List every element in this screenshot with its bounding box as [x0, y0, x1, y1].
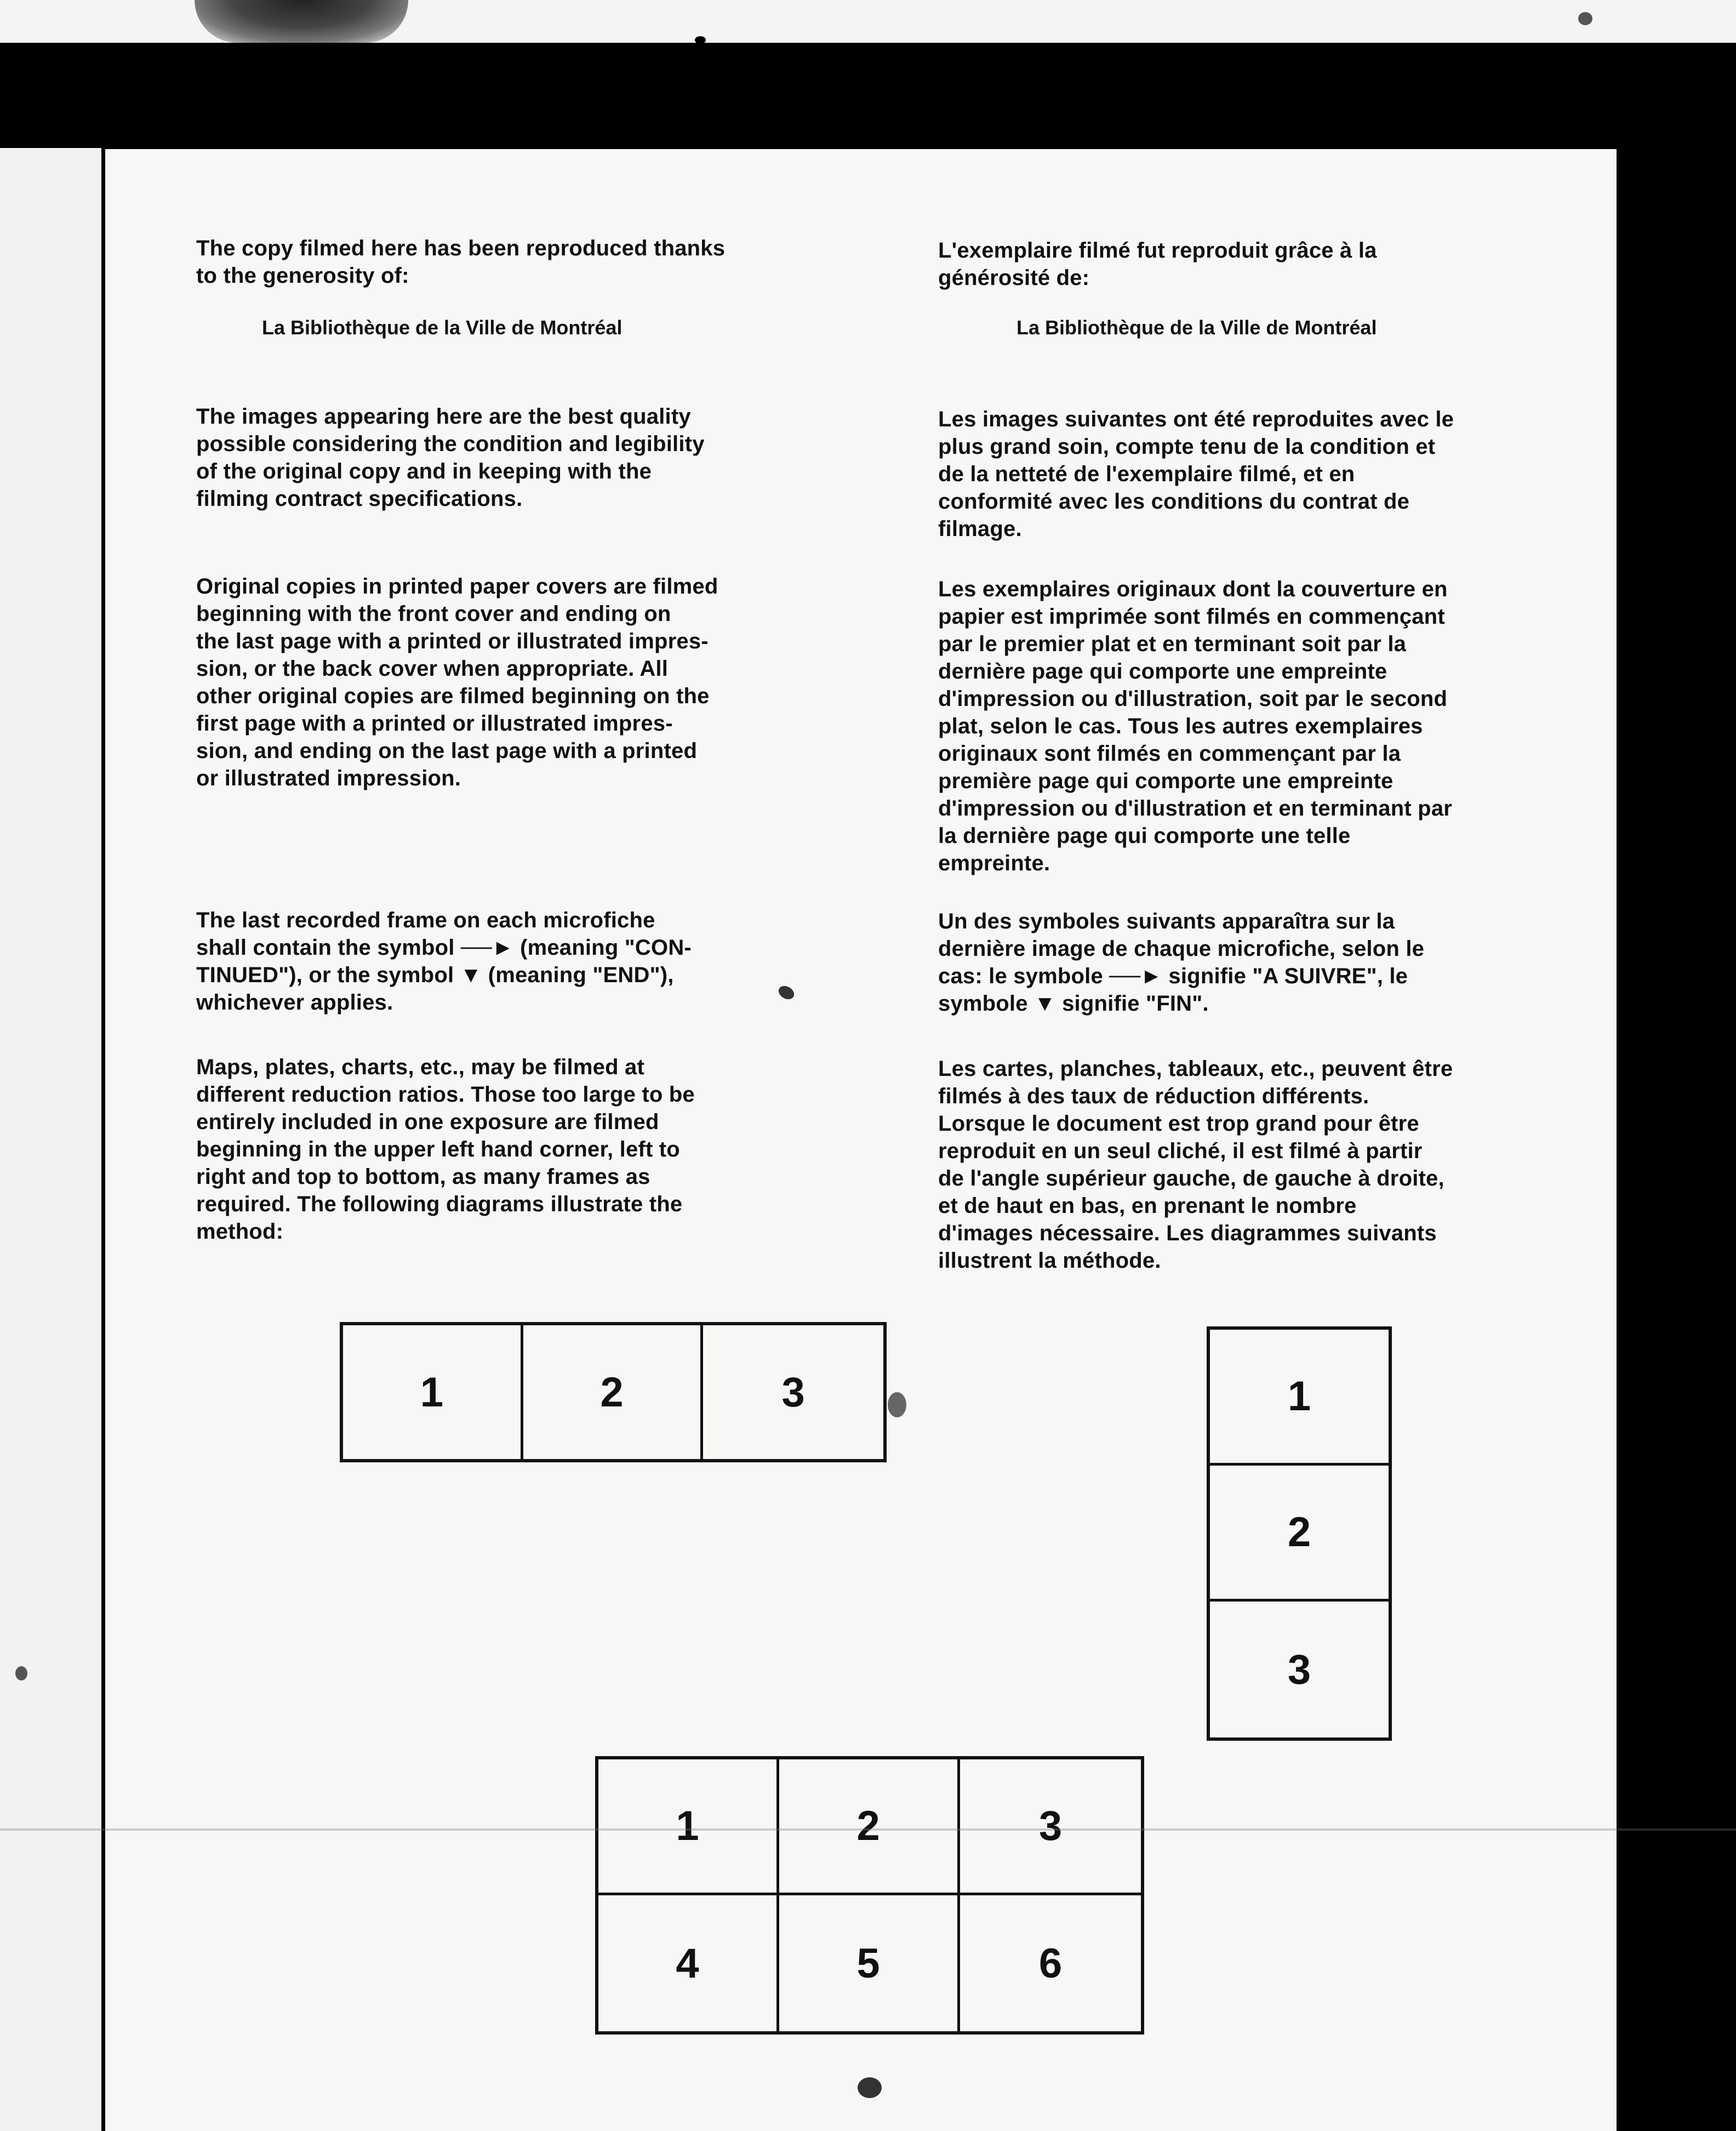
french-symbols-paragraph: Un des symboles suivants apparaîtra sur la dernière image de chaque microfiche, selon le cas: le symbole ──► signifie "A SUIVRE", le symbole ▼ signifie "FIN". [938, 909, 1425, 1016]
scan-artifact-line [0, 1828, 1736, 1831]
dust-speck [695, 36, 706, 44]
frame-cell: 2 [523, 1325, 704, 1459]
ink-blot [195, 0, 408, 43]
english-symbols-paragraph: The last recorded frame on each microfiche shall contain the symbol ──► (meaning "CON- TINUED"), or the symbol ▼ (meaning "END"), whichever applies. [196, 908, 692, 1015]
diagram-horizontal-frames [340, 1322, 887, 1462]
frame-cell: 4 [598, 1895, 779, 2031]
diagram-grid-frames [595, 1756, 1144, 2035]
english-intro: The copy filmed here has been reproduced thanks to the generosity of: [196, 236, 726, 288]
french-maps-paragraph: Les cartes, planches, tableaux, etc., peuvent être filmés à des taux de réduction différents. Lorsque le document est trop grand pour être reproduit en un seul cliché, il est filmé à partir de l'angle supérieur gauche, de gauche à droite, et de haut en bas, en prenant le nombre d'images nécessaire. Les diagrammes suivants illustrent la méthode. [938, 1057, 1453, 1273]
frame-cell: 3 [1287, 1646, 1311, 1693]
french-intro: L'exemplaire filmé fut reproduit grâce à la générosité de: [938, 238, 1377, 290]
frame-cell: 2 [1210, 1466, 1389, 1602]
french-library-credit: La Bibliothèque de la Ville de Montréal [1017, 316, 1377, 339]
dust-speck [888, 1392, 906, 1417]
frame-cell: 3 [960, 1759, 1141, 1895]
frame-cell: 3 [781, 1369, 805, 1416]
left-margin-strip [0, 148, 101, 2131]
dust-speck [15, 1666, 27, 1680]
frame-cell: 1 [343, 1325, 523, 1459]
frame-cell: 6 [1038, 1940, 1063, 1987]
dust-speck [858, 2077, 882, 2098]
english-library-credit: La Bibliothèque de la Ville de Montréal [262, 316, 623, 339]
french-originals-paragraph: Les exemplaires originaux dont la couverture en papier est imprimée sont filmés en commençant par le premier plat et en terminant soit par la dernière page qui comporte une empreinte d'impression ou d'illustration, soit par le second plat, selon le cas. Tous les autres exemplaires originaux sont filmés en commençant par la première page qui comporte une empreinte d'impression ou d'illustration et en terminant par la dernière page qui comporte une telle empreinte. [938, 577, 1453, 875]
french-quality-paragraph: Les images suivantes ont été reproduites avec le plus grand soin, compte tenu de la condition et de la netteté de l'exemplaire filmé, et en conformité avec les conditions du contrat de filmage. [938, 407, 1454, 541]
english-maps-paragraph: Maps, plates, charts, etc., may be filmed at different reduction ratios. Those too large to be entirely included in one exposure are filmed beginning in the upper left hand corner, left to right and top to bottom, as many frames as required. The following diagrams illustrate the method: [196, 1055, 695, 1244]
english-originals-paragraph: Original copies in printed paper covers are filmed beginning with the front cover and ending on the last page with a printed or illustrated impres- sion, or the back cover when appropriate. All other original copies are filmed beginning on the first page with a printed or illustrated impres- sion, and ending on the last page with a printed or illustrated impression. [196, 574, 718, 790]
english-quality-paragraph: The images appearing here are the best quality possible considering the condition and legibility of the original copy and in keeping with the filming contract specifications. [196, 404, 705, 511]
frame-cell: 1 [598, 1759, 779, 1895]
frame-cell: 5 [779, 1895, 960, 2031]
frame-cell: 2 [779, 1759, 960, 1895]
frame-cell: 1 [1210, 1330, 1389, 1466]
dust-speck [1578, 12, 1592, 25]
diagram-vertical-frames [1207, 1326, 1392, 1741]
